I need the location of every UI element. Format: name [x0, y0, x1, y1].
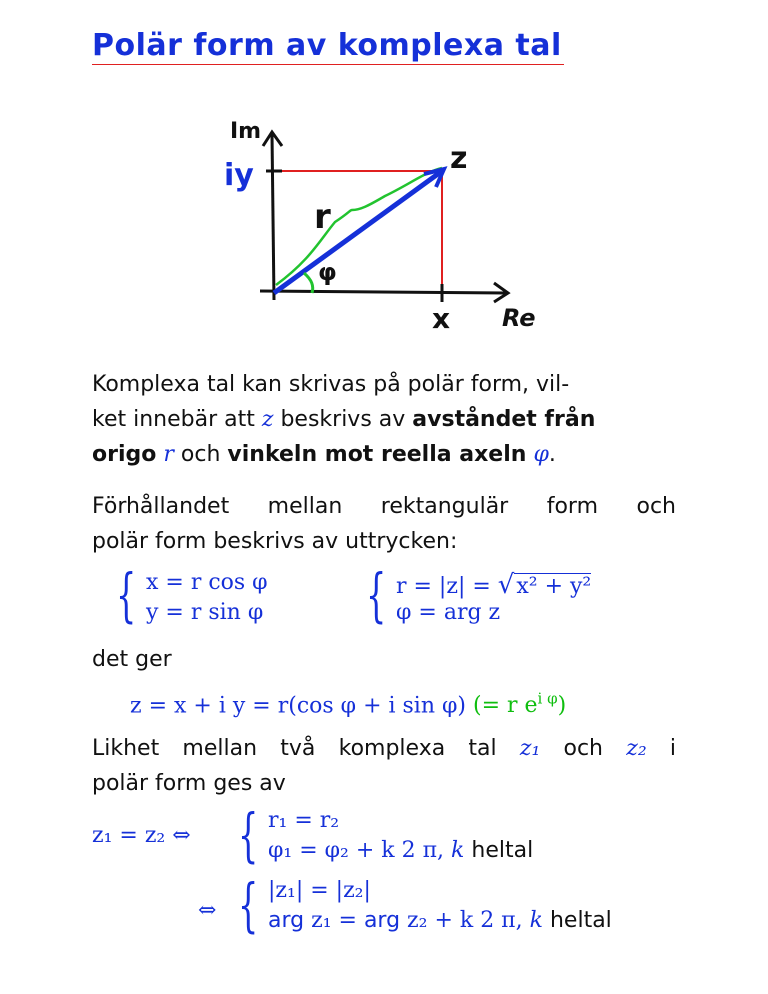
equality2-brace: { — [238, 871, 259, 939]
sqrt-sign: √ — [497, 570, 515, 600]
det-ger-text: det ger — [92, 647, 172, 672]
page-title: Polär form av komplexa tal — [92, 28, 562, 63]
re-label: Re — [502, 304, 536, 332]
im-label: Im — [230, 119, 262, 144]
equality-line-1: Likhet mellan två komplexa tal z₁ och z₂ i — [92, 736, 676, 761]
equality1-brace: { — [238, 801, 259, 869]
title-underline — [92, 64, 564, 65]
bold-origin: origo — [92, 442, 157, 467]
equality1-line-2: φ₁ = φ₂ + k 2 π, k heltal — [268, 838, 534, 863]
left-system-line-2: y = r sin φ — [146, 600, 264, 625]
intro-line-1: Komplexa tal kan skrivas på polär form, vil- — [92, 372, 570, 397]
x-label: x — [432, 302, 451, 335]
equality2-lhs: ⇔ — [198, 898, 217, 923]
imag-axis — [272, 134, 274, 300]
intro-line-2: ket innebär att z beskrivs av avståndet från — [92, 407, 596, 432]
r-label: r — [314, 197, 331, 237]
euler-form: (= r $e^{i \varphi}$) — [473, 690, 567, 719]
sqrt-radicand: x² + y² — [516, 574, 592, 599]
paragraph-intro — [92, 367, 595, 472]
main-equation: z = x + i y = r(cos φ + i sin φ) (= r $e^{i \varphi}$) — [130, 690, 567, 719]
polar-diagram — [210, 110, 550, 340]
left-system-line-1: x = r cos φ — [146, 570, 268, 595]
right-system-brace: { — [366, 561, 387, 629]
right-system-line-1: r = |z| = √x² + y² — [396, 570, 592, 600]
intro-line-3: origo r och vinkeln mot reella axeln φ. — [92, 442, 556, 467]
iy-label: iy — [224, 158, 254, 193]
equality2-line-1: |z₁| = |z₂| — [268, 878, 371, 903]
z-label: z — [450, 141, 468, 176]
relation-line-1: Förhållandet mellan rektangulär form och — [92, 494, 676, 519]
r-symbol: r — [163, 442, 174, 467]
equality2-line-2: arg z₁ = arg z₂ + k 2 π, k heltal — [268, 908, 612, 933]
z-vector — [274, 171, 442, 293]
phi-label: φ — [318, 258, 337, 286]
equality-line-2: polär form ges av — [92, 771, 286, 796]
r-brace — [276, 168, 442, 285]
equality1-line-1: r₁ = r₂ — [268, 808, 340, 833]
relation-line-2: polär form beskrivs av uttrycken: — [92, 529, 458, 554]
paragraph-equality — [92, 731, 676, 801]
z-symbol: z — [261, 407, 274, 432]
paragraph-relation — [92, 489, 676, 559]
left-system-brace: { — [116, 561, 137, 629]
bold-distance: avståndet från — [412, 407, 596, 432]
bold-angle: vinkeln mot reella axeln — [227, 442, 527, 467]
equality1-lhs: z₁ = z₂ ⇔ — [92, 823, 191, 848]
right-system-line-2: φ = arg z — [396, 600, 501, 625]
phi-symbol: φ — [533, 442, 549, 467]
real-axis — [260, 291, 506, 293]
